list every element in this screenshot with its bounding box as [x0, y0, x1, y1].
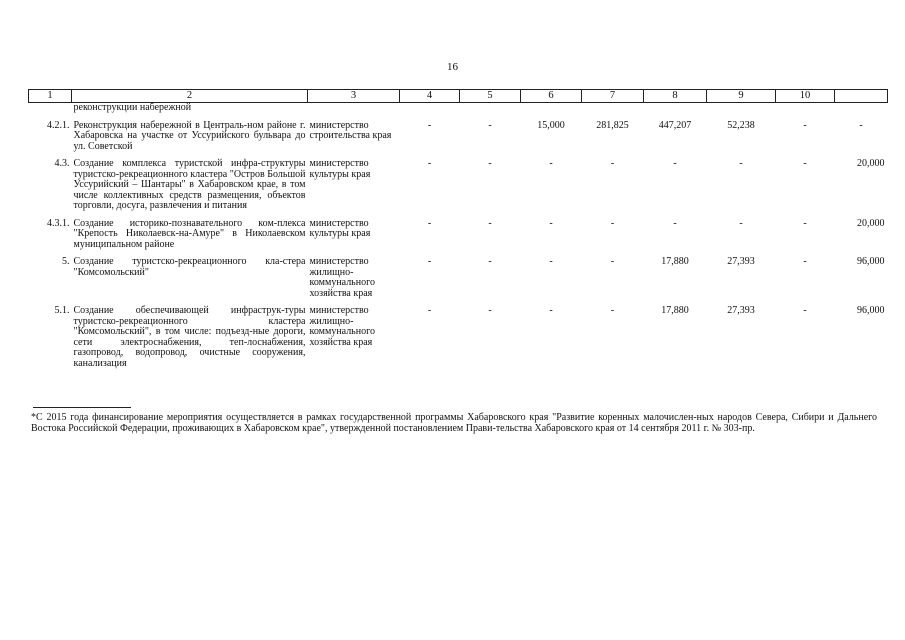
row-value-10: -: [803, 217, 807, 229]
col-header-10: 10: [776, 90, 835, 103]
row-value-11: -: [859, 119, 863, 131]
row-value-6: -: [549, 217, 553, 229]
row-value-9: -: [739, 158, 743, 169]
row-number: 4.3.1.: [47, 217, 70, 229]
row-value-5: -: [488, 119, 492, 131]
header-row: [29, 90, 888, 103]
row-value-10: -: [803, 305, 807, 316]
row-number: 5.1.: [54, 305, 70, 316]
row-value-10: -: [803, 158, 807, 169]
row-number: 5.: [62, 256, 70, 267]
row-value-7: 281,825: [596, 119, 629, 131]
col-header-7: 7: [582, 90, 644, 103]
row-executor: министерство культуры края: [309, 158, 371, 180]
row-value-6: -: [549, 305, 553, 316]
row-value-10: -: [803, 256, 807, 267]
row-value-11: 96,000: [857, 305, 885, 316]
row-value-8: 17,880: [661, 305, 689, 316]
row-executor: министерство жилищно-коммунального хозяйства края: [309, 256, 375, 299]
row-value-11: 20,000: [857, 158, 885, 169]
row-value-6: 15,000: [537, 119, 565, 131]
table-row: [29, 212, 888, 251]
row-value-5: -: [488, 158, 492, 169]
row-executor: министерство жилищно-коммунального хозяйства края: [309, 305, 375, 348]
row-value-7: -: [610, 158, 615, 169]
row-value-4: -: [427, 158, 432, 169]
col-header-4: 4: [400, 90, 460, 103]
row-value-7: -: [610, 256, 615, 267]
row-number: 4.3.: [54, 158, 70, 169]
row-activity: Создание обеспечивающей инфраструк-туры туристско-рекреационного кластера "Комсомольский", в том числе: подъезд-ные дороги, сети электроснабжения, теп-лоснабжения, газопровод, водопровод, очистные сооружения, канализация: [73, 305, 306, 369]
program-table: [28, 89, 888, 369]
row-value-4: -: [427, 305, 432, 316]
table-row: [29, 114, 888, 153]
table-row: [29, 299, 888, 369]
row-activity: Создание историко-познавательного ком-плекса "Крепость Николаевск-на-Амуре" в Николаевском муниципальном районе: [73, 217, 306, 250]
table-row: [29, 152, 888, 212]
row-value-10: -: [803, 119, 807, 131]
row-value-4: -: [427, 217, 432, 229]
continuation-text: реконструкции набережной: [73, 102, 192, 113]
row-value-7: -: [610, 217, 615, 229]
col-header-2: 2: [72, 90, 308, 103]
row-value-9: 27,393: [727, 256, 755, 267]
row-value-8: 447,207: [658, 119, 692, 131]
row-value-5: -: [488, 217, 492, 229]
col-header-3: 3: [308, 90, 400, 103]
row-value-5: -: [488, 305, 492, 316]
row-value-6: -: [549, 158, 553, 169]
col-header-6: 6: [521, 90, 582, 103]
row-value-8: -: [673, 217, 677, 229]
row-activity: Реконструкция набережной в Централь-ном районе г. Хабаровска на участке от Уссурийского бульвара до ул. Советской: [73, 119, 306, 152]
row-value-8: 17,880: [661, 256, 689, 267]
col-header-8: 8: [644, 90, 707, 103]
row-value-7: -: [610, 305, 615, 316]
row-number: 4.2.1.: [47, 119, 70, 131]
row-executor: министерство строительства края: [309, 119, 392, 141]
row-executor: министерство культуры края: [309, 217, 371, 239]
row-value-4: -: [427, 119, 432, 131]
page-number: 16: [447, 61, 458, 73]
col-header-5: 5: [460, 90, 521, 103]
footnote-separator: [33, 407, 131, 408]
col-header-9: 9: [707, 90, 776, 103]
row-value-9: 52,238: [727, 119, 755, 131]
col-header-11: [835, 90, 888, 103]
table-row: [29, 250, 888, 299]
footnote: *С 2015 года финансирование мероприятия осуществляется в рамках государственной программы Хабаровского края "Развитие коренных малочислен-ных народов Севера, Сибири и Дальнего Востока Российской Федерации, проживающих в Хабаровском крае", утвержденной постановлением Прави-тельства Хабаровского края от 14 сентября 2011 г. № 303-пр.: [31, 412, 877, 434]
row-value-8: -: [673, 158, 677, 169]
row-value-9: 27,393: [727, 305, 755, 316]
row-value-11: 20,000: [857, 217, 885, 229]
row-value-9: -: [739, 217, 743, 229]
continuation-row: [29, 103, 888, 114]
row-value-5: -: [488, 256, 492, 267]
row-value-6: -: [549, 256, 553, 267]
row-activity: Создание туристско-рекреационного кла-стера "Комсомольский": [73, 256, 306, 278]
row-value-4: -: [427, 256, 432, 267]
col-header-1: 1: [29, 90, 72, 103]
row-value-11: 96,000: [857, 256, 885, 267]
row-activity: Создание комплекса туристской инфра-структуры туристско-рекреационного кластера "Остров Большой Уссурийский – Шантары" в Хабаровском крае, в том числе коллективных средств размещения, объектов торговли, досуга, развлечения и питания: [73, 158, 306, 211]
